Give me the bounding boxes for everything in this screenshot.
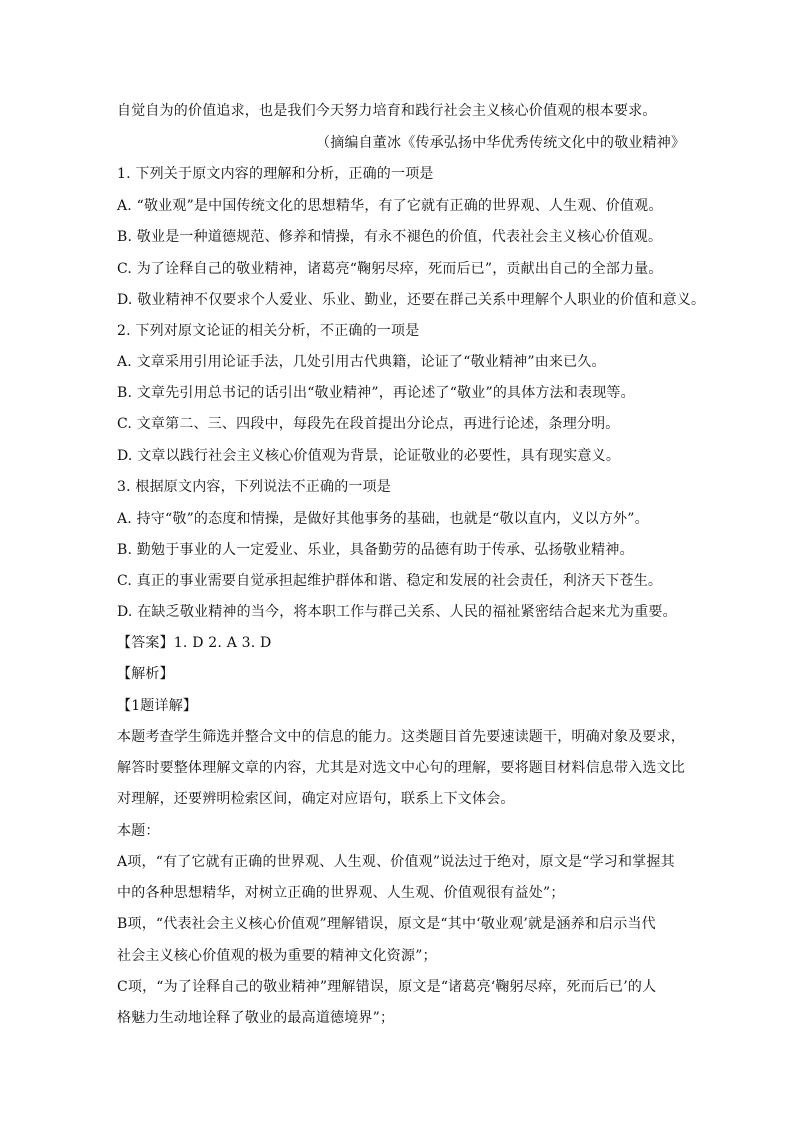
- explanation-item-c-line-2: 格魅力生动地诠释了敬业的最高道德境界”；: [117, 1010, 395, 1026]
- question-1-option-b: B. 敬业是一种道德规范、修养和情操，有永不褪色的价值，代表社会主义核心价值观。: [117, 229, 663, 245]
- question-1-stem: 1. 下列关于原文内容的理解和分析，正确的一项是: [117, 166, 434, 182]
- question-1-option-d: D. 敬业精神不仅要求个人爱业、乐业、勤业，还要在群己关系中理解个人职业的价值和意义。: [117, 292, 706, 308]
- explanation-item-c-line-1: C项，“为了诠释自己的敬业精神”理解错误，原文是“诸葛亮‘鞠躬尽瘁，死而后已’的人: [117, 979, 657, 995]
- passage-closing-line: 自觉自为的价值追求，也是我们今天努力培育和践行社会主义核心价值观的根本要求。: [117, 103, 657, 119]
- question-2-option-b: B. 文章先引用总书记的话引出“敬业精神”，再论述了“敬业”的具体方法和表现等。: [117, 385, 635, 401]
- question-3-option-b: B. 勤勉于事业的人一定爱业、乐业，具备勤劳的品德有助于传承、弘扬敬业精神。: [117, 542, 634, 558]
- question-1-option-a: A. “敬业观”是中国传统文化的思想精华，有了它就有正确的世界观、人生观、价值观。: [117, 198, 663, 214]
- explanation-intro-line-1: 本题考查学生筛选并整合文中的信息的能力。这类题目首先要速读题干，明确对象及要求，: [117, 729, 685, 745]
- question-2-option-d: D. 文章以践行社会主义核心价值观为背景，论证敬业的必要性，具有现实意义。: [117, 448, 621, 464]
- question-3-option-c: C. 真正的事业需要自觉承担起维护群体和谐、稳定和发展的社会责任，利济天下苍生。: [117, 573, 663, 589]
- question-3-option-d: D. 在缺乏敬业精神的当今，将本职工作与群己关系、人民的福祉紧密结合起来尤为重要。: [117, 604, 677, 620]
- explanation-intro-line-3: 对理解，还要辨明检索区间，确定对应语句，联系上下文体会。: [117, 791, 515, 807]
- analysis-label: 【解析】: [117, 666, 174, 682]
- explanation-intro-line-2: 解答时要整体理解文章的内容，尤其是对选文中心句的理解，要将题目材料信息带入选文比: [117, 760, 685, 776]
- passage-source: （摘编自董冰《传承弘扬中华优秀传统文化中的敬业精神》: [316, 135, 686, 151]
- explanation-item-a-line-1: A项，“有了它就有正确的世界观、人生观、价值观”说法过于绝对，原文是“学习和掌握其: [117, 854, 675, 870]
- question-2-option-c: C. 文章第二、三、四段中，每段先在段首提出分论点，再进行论述，条理分明。: [117, 416, 620, 432]
- question-3-stem: 3. 根据原文内容，下列说法不正确的一项是: [117, 479, 392, 495]
- question-1-option-c: C. 为了诠释自己的敬业精神，诸葛亮“鞠躬尽瘁，死而后已”，贡献出自己的全部力量。: [117, 261, 663, 277]
- question-2-option-a: A. 文章采用引用论证手法，几处引用古代典籍，论证了“敬业精神”由来已久。: [117, 354, 606, 370]
- question-3-option-a: A. 持守“敬”的态度和情操，是做好其他事务的基础，也就是“敬以直内，义以方外”。: [117, 511, 649, 527]
- question-2-stem: 2. 下列对原文论证的相关分析，不正确的一项是: [117, 323, 420, 339]
- this-question-label: 本题：: [117, 823, 160, 839]
- explanation-item-a-line-2: 中的各种思想精华，对树立正确的世界观、人生观、价值观很有益处”；: [117, 885, 565, 901]
- detail-label: 【1题详解】: [117, 698, 198, 714]
- explanation-item-b-line-1: B项，“代表社会主义核心价值观”理解错误，原文是“其中‘敬业观’就是涵养和启示当代: [117, 916, 656, 932]
- explanation-item-b-line-2: 社会主义核心价值观的极为重要的精神文化资源”；: [117, 948, 437, 964]
- answer-key: 【答案】1. D 2. A 3. D: [117, 635, 272, 651]
